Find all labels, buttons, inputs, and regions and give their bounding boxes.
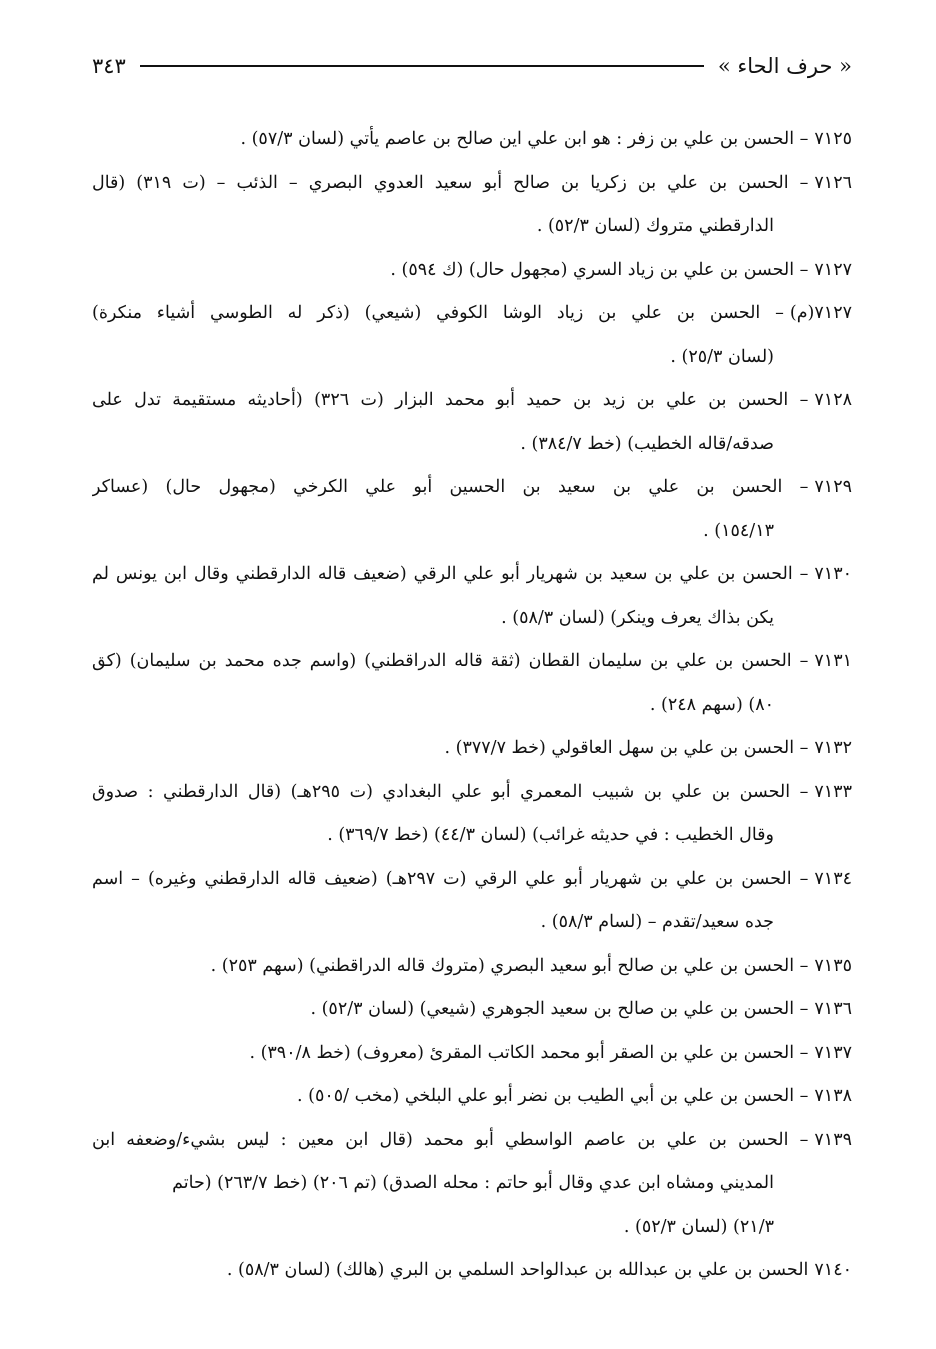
entry-text: (لسان ٢٥/٣) . [670,346,774,367]
page-number: ٣٤٣ [92,54,126,78]
header-rule [140,65,704,67]
entry-text: ٨٠) (سهم ٢٤٨) . [649,694,774,715]
entry-first-line [92,858,852,902]
entry-12 [92,988,852,1032]
entry-text: – الحسن بن علي بن شهريار أبو علي الرقي (ت ٢٩٧هـ) (ضعيف قاله الدارقطني وغيره) – اسم [92,868,809,889]
entry-continuation-line [92,336,852,380]
entry-first-line [92,988,852,1032]
entry-text: الحسن بن علي بن عبدالله بن عبدالواحد السلمي بن البري (هالك) (لسان ٥٨/٣) . [226,1260,809,1280]
entry-continuation-line [92,1206,852,1250]
entry-text: يكن بذاك يعرف وينكر) (لسان ٥٨/٣) . [501,607,774,628]
entry-text: – الحسن بن علي بن صالح بن سعيد الجوهري (شيعي) (لسان ٥٢/٣) . [310,999,809,1019]
entry-number: ٧١٣٢ [814,738,852,758]
entry-first-line [92,1119,852,1163]
entry-number: ٧١٢٧(م) [789,303,852,323]
entry-number: ٧١٣٨ [814,1086,852,1106]
entry-text: – الحسن بن علي بن أبي الطيب بن نضر أبو علي البلخي (مخب /٥٠٥) . [296,1086,809,1106]
entry-continuation-line [92,597,852,641]
entry-text: ٢١/٣) (لسان ٥٢/٣) . [623,1216,774,1237]
entry-first-line [92,249,852,293]
entry-text: – الحسن بن علي بن سهل العاقولي (خط ٣٧٧/٧) . [444,738,809,758]
entry-number: ٧١٣٥ [814,955,852,976]
entry-first-line [92,553,852,597]
entry-1 [92,162,852,249]
entry-9 [92,771,852,858]
entry-4 [92,379,852,466]
entry-2 [92,249,852,293]
entry-text: وقال الخطيب : في حديثه غرائب) (لسان ٤٤/٣) (خط ٣٦٩/٧) . [327,825,774,845]
entry-number: ٧١٢٥ [814,129,852,149]
entry-text: جده سعيد/تقدم – (لسام ٥٨/٣) . [540,912,774,932]
entry-first-line [92,1032,852,1076]
entry-first-line [92,466,852,510]
entry-text: – الحسن بن علي بن شبيب المعمري أبو علي البغدادي (ت ٢٩٥هـ) (قال الدارقطني : صدوق [92,781,809,802]
entry-text: – الحسن بن علي بن صالح أبو سعيد البصري (متروك قاله الدراقطني) (سهم ٢٥٣) . [210,955,809,976]
entry-text: – الحسن بن علي بن سعيد بن الحسين أبو علي الكرخي (مجهول حال) (عساكر [92,477,809,497]
entry-text: – الحسن بن علي بن سعيد بن شهريار أبو علي الرقي (ضعيف قاله الدارقطني وقال ابن يونس لم [92,564,809,584]
entry-first-line [92,640,852,684]
entry-text: – الحسن بن علي بن زياد السري (مجهول حال) (ك ٥٩٤) . [390,259,809,280]
entry-text: – الحسن بن علي بن زياد الوشا الكوفي (شيعي) (ذكر له الطوسي أشياء منكرة) [92,303,784,323]
entry-number: ٧١٣٦ [814,999,852,1019]
biographical-entries [92,118,852,1293]
entry-16 [92,1249,852,1293]
entry-text: – الحسن بن علي بن زيد بن حميد أبو محمد البزار (ت ٣٢٦) (أحاديثه مستقيمة تدل على [92,390,809,410]
entry-8 [92,727,852,771]
entry-text: – الحسن بن علي بن عاصم الواسطي أبو محمد (قال ابن معين : ليس بشيء/وضعفه ابن [92,1129,809,1150]
entry-text: صدقه/قاله الخطيب) (خط ٣٨٤/٧) . [520,433,774,454]
entry-text: ١٥٤/١٣) . [703,520,774,541]
entry-first-line [92,162,852,206]
entry-first-line [92,292,852,336]
entry-number: ٧١٣٠ [814,564,852,584]
entry-number: ٧١٢٦ [814,172,852,193]
entry-7 [92,640,852,727]
entry-13 [92,1032,852,1076]
entry-text: – الحسن بن علي بن زفر : هو ابن علي اين صالح بن عاصم يأتي (لسان ٥٧/٣) . [240,129,809,149]
entry-3 [92,292,852,379]
entry-continuation-line [92,814,852,858]
entry-text: – الحسن بن علي بن زكريا بن صالح أبو سعيد العدوي البصري – الذئب – (ت ٣١٩) (قال [92,172,809,193]
entry-first-line [92,1249,852,1293]
entry-15 [92,1119,852,1250]
entry-continuation-line [92,423,852,467]
entry-number: ٧١٣٤ [814,868,852,889]
entry-number: ٧١٣١ [814,651,852,671]
entry-first-line [92,945,852,989]
entry-6 [92,553,852,640]
entry-first-line [92,1075,852,1119]
entry-first-line [92,118,852,162]
entry-first-line [92,771,852,815]
entry-number: ٧١٢٧ [814,259,852,280]
entry-5 [92,466,852,553]
entry-first-line [92,727,852,771]
entry-continuation-line [92,684,852,728]
entry-continuation-line [92,901,852,945]
entry-continuation-line [92,1162,852,1206]
running-header [92,46,852,86]
entry-number: ٧١٢٩ [814,477,852,497]
entry-text: – الحسن بن علي بن الصقر أبو محمد الكاتب المقرئ (معروف) (خط ٣٩٠/٨) . [249,1042,809,1063]
entry-continuation-line [92,510,852,554]
entry-text: الدارقطني متروك (لسان ٥٢/٣) . [536,216,774,236]
entry-number: ٧١٤٠ [814,1260,852,1280]
entry-number: ٧١٣٧ [814,1042,852,1063]
chapter-title: « حرف الحاء » [717,54,852,78]
entry-11 [92,945,852,989]
entry-0 [92,118,852,162]
entry-14 [92,1075,852,1119]
entry-number: ٧١٣٣ [814,781,852,802]
entry-continuation-line [92,205,852,249]
entry-number: ٧١٢٨ [814,390,852,410]
entry-text: المديني ومشاه ابن عدي وقال أبو حاتم : محله الصدق) (تم ٢٠٦) (خط ٢٦٣/٧) (حاتم [172,1173,774,1193]
entry-first-line [92,379,852,423]
entry-text: – الحسن بن علي بن سليمان القطان (ثقة قاله الدراقطني) (واسم جده محمد بن سليمان) (كق [92,651,809,671]
entry-number: ٧١٣٩ [814,1129,852,1150]
entry-10 [92,858,852,945]
